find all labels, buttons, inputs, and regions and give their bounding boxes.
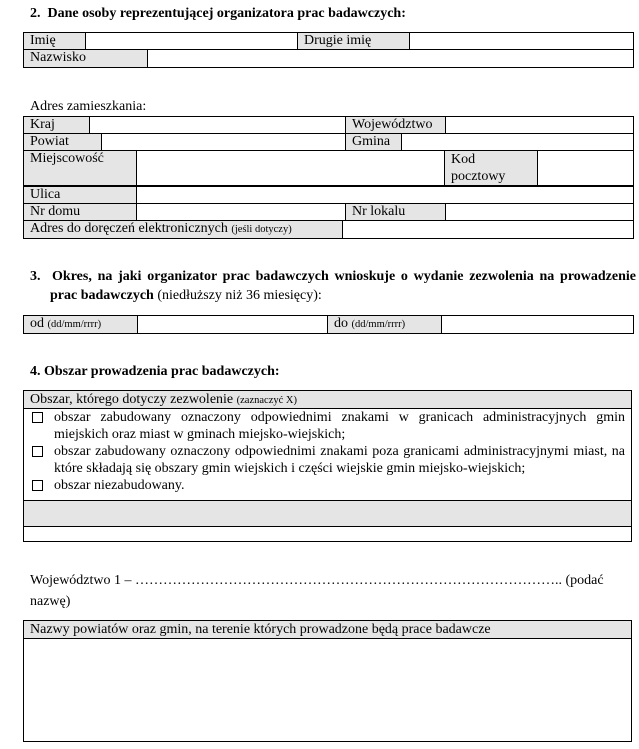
kraj-field[interactable]: [90, 117, 346, 134]
drugie-imie-label: Drugie imię: [298, 33, 410, 50]
section-3-heading-line-1: 3. Okres, na jaki organizator prac badawczych wnioskuje o wydanie zezwolenia na prowadzenie: [30, 269, 636, 284]
voivodeship-line: Województwo 1 – ……………………………………………………………………………….. (podać nazwę): [30, 573, 604, 609]
adres-elektroniczny-label: Adres do doręczeń elektronicznych (jeśli dotyczy): [24, 221, 343, 239]
nr-lokalu-label: Nr lokalu: [346, 204, 446, 221]
miejscowosc-label: Miejscowość: [24, 151, 137, 186]
address-heading: Adres zamieszkania:: [30, 99, 147, 114]
adres-elektroniczny-row: [23, 220, 634, 239]
miejscowosc-field[interactable]: [137, 151, 445, 186]
area-gray-row: [24, 500, 631, 527]
districts-box: [23, 620, 632, 742]
section-2-heading: 2. Dane osoby reprezentującej organizatora prac badawczych:: [30, 6, 406, 21]
miejscowosc-row: [23, 150, 634, 186]
do-date-field[interactable]: [442, 316, 634, 334]
nr-lokalu-field[interactable]: [446, 204, 634, 221]
od-label: od (dd/mm/rrrr): [24, 316, 138, 334]
districts-field[interactable]: [24, 639, 631, 739]
checkbox-rural-built-up[interactable]: [32, 446, 43, 457]
section-3-heading-line-2: prac badawczych (niedłuższy niż 36 miesięcy):: [50, 288, 322, 303]
drugie-imie-field[interactable]: [410, 33, 634, 50]
nr-domu-row: [23, 203, 634, 221]
nazwisko-field[interactable]: [148, 50, 634, 68]
period-table: [23, 315, 634, 334]
ulica-label: Ulica: [24, 187, 137, 204]
option-not-built-up: obszar niezabudowany.: [24, 477, 631, 494]
wojewodztwo-label: Województwo: [346, 117, 446, 134]
imie-label: Imię: [24, 33, 86, 50]
kod-pocztowy-field[interactable]: [538, 151, 634, 186]
kod-pocztowy-label: Kod pocztowy: [445, 151, 538, 186]
option-rural-built-up: obszar zabudowany oznaczony odpowiednimi znakami poza granicami administracyjnymi miast, na które składają się obszary gmin wiejskich i części wiejskie gmin miejsko-wiejskich;: [24, 443, 631, 477]
nr-domu-field[interactable]: [137, 204, 346, 221]
area-box: [23, 390, 632, 542]
gmina-label: Gmina: [346, 134, 402, 151]
kraj-label: Kraj: [24, 117, 90, 134]
checkbox-urban-built-up[interactable]: [32, 412, 43, 423]
powiat-label: Powiat: [24, 134, 102, 151]
adres-elektroniczny-field[interactable]: [343, 221, 634, 239]
checkbox-not-built-up[interactable]: [32, 480, 43, 491]
od-date-field[interactable]: [138, 316, 328, 334]
powiat-row: [23, 133, 634, 151]
powiat-field[interactable]: [102, 134, 346, 151]
section-4-heading: 4. Obszar prowadzenia prac badawczych:: [30, 364, 280, 379]
nazwisko-table: [23, 49, 634, 68]
imie-field[interactable]: [86, 33, 298, 50]
option-urban-built-up: obszar zabudowany oznaczony odpowiednimi znakami w granicach administracyjnych gmin miejskich oraz miast w gminach miejsko-wiejskich;: [24, 409, 631, 443]
area-heading: Obszar, którego dotyczy zezwolenie (zaznaczyć X): [24, 391, 631, 409]
nr-domu-label: Nr domu: [24, 204, 137, 221]
districts-heading: Nazwy powiatów oraz gmin, na terenie których prowadzone będą prace badawcze: [24, 621, 631, 639]
representative-table: [23, 32, 634, 50]
kraj-row: [23, 116, 634, 134]
ulica-field[interactable]: [137, 187, 634, 204]
do-label: do (dd/mm/rrrr): [328, 316, 442, 334]
wojewodztwo-field[interactable]: [446, 117, 634, 134]
gmina-field[interactable]: [402, 134, 634, 151]
nazwisko-label: Nazwisko: [24, 50, 148, 68]
ulica-row: [23, 186, 634, 204]
